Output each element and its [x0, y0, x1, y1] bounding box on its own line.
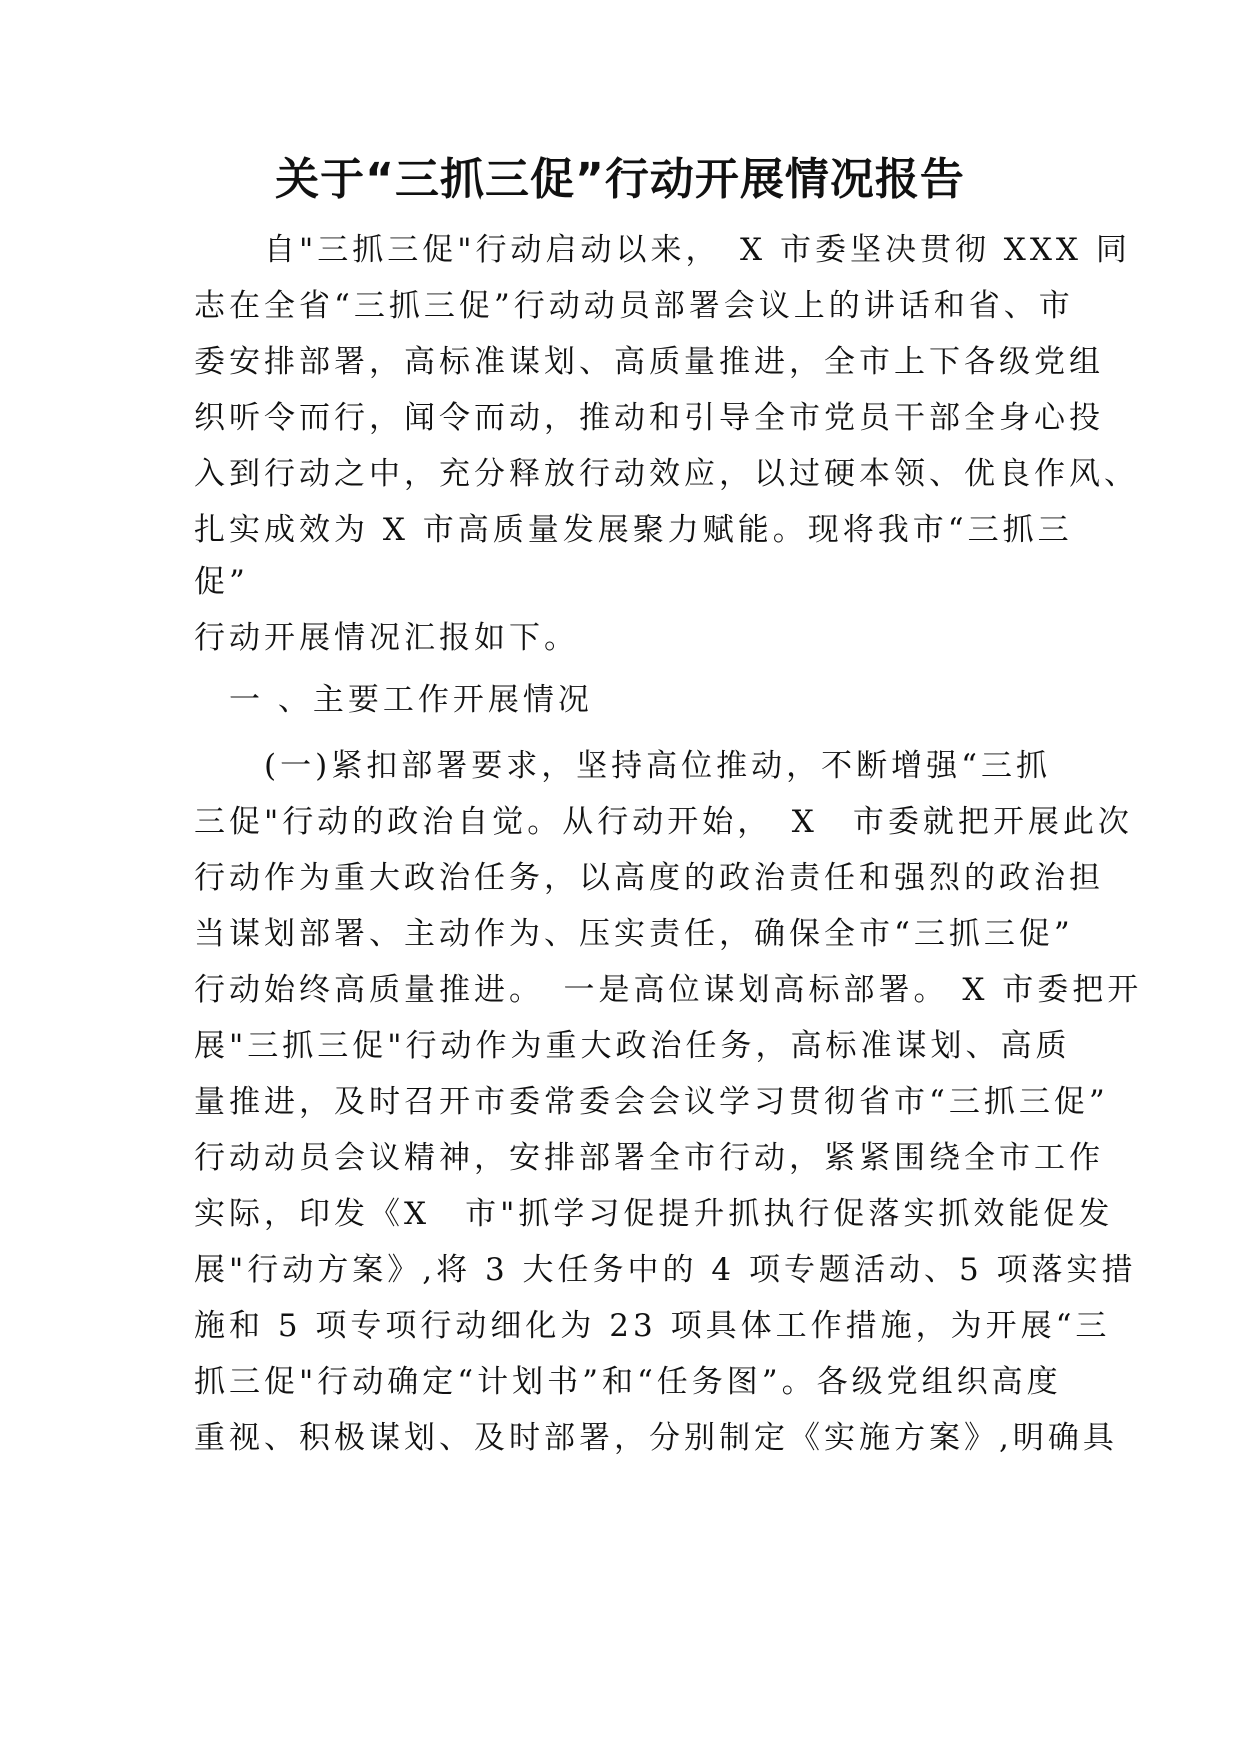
paragraph-line: (一)紧扣部署要求，坚持高位推动，不断增强“三抓: [194, 748, 1052, 784]
paragraph-line: 志在全省“三抓三促”行动动员部署会议上的讲话和省、市: [194, 288, 1074, 324]
paragraph-line: 行动始终高质量推进。 一是高位谋划高标部署。 X 市委把开: [194, 972, 1143, 1008]
paragraph-line: 重视、积极谋划、及时部署，分别制定《实施方案》,明确具: [194, 1420, 1118, 1456]
paragraph-line: 三促"行动的政治自觉。从行动开始， X 市委就把开展此次: [194, 804, 1133, 840]
document-title: 关于“三抓三促”行动开展情况报告: [275, 154, 965, 205]
paragraph-line: 扎实成效为 X 市高质量发展聚力赋能。现将我市“三抓三: [194, 512, 1073, 548]
paragraph-line: 行动作为重大政治任务，以高度的政治责任和强烈的政治担: [194, 860, 1104, 896]
paragraph-line: 行动动员会议精神，安排部署全市行动，紧紧围绕全市工作: [194, 1140, 1104, 1176]
paragraph-line: 入到行动之中，充分释放行动效应，以过硬本领、优良作风、: [194, 456, 1139, 492]
paragraph-line: 当谋划部署、主动作为、压实责任，确保全市“三抓三促”: [194, 916, 1074, 952]
paragraph-line: 展"行动方案》,将 3 大任务中的 4 项专题活动、5 项落实措: [194, 1252, 1137, 1288]
paragraph-line: 委安排部署，高标准谋划、高质量推进，全市上下各级党组: [194, 344, 1104, 380]
paragraph-line: 行动开展情况汇报如下。: [194, 620, 579, 656]
paragraph-line: 织听令而行，闻令而动，推动和引导全市党员干部全身心投: [194, 400, 1104, 436]
section-heading: 一 、主要工作开展情况: [194, 682, 593, 718]
paragraph-line: 自"三抓三促"行动启动以来， X 市委坚决贯彻 XXX 同: [194, 232, 1131, 268]
paragraph-line: 展"三抓三促"行动作为重大政治任务，高标准谋划、高质: [194, 1028, 1071, 1064]
paragraph-line: 量推进，及时召开市委常委会会议学习贯彻省市“三抓三促”: [194, 1084, 1109, 1120]
paragraph-line: 施和 5 项专项行动细化为 23 项具体工作措施，为开展“三: [194, 1308, 1111, 1344]
paragraph-line: 实际，印发《X 市"抓学习促提升抓执行促落实抓效能促发: [194, 1196, 1114, 1232]
paragraph-line: 抓三促"行动确定“计划书”和“任务图”。各级党组织高度: [194, 1364, 1062, 1400]
paragraph-line: 促”: [194, 564, 249, 600]
